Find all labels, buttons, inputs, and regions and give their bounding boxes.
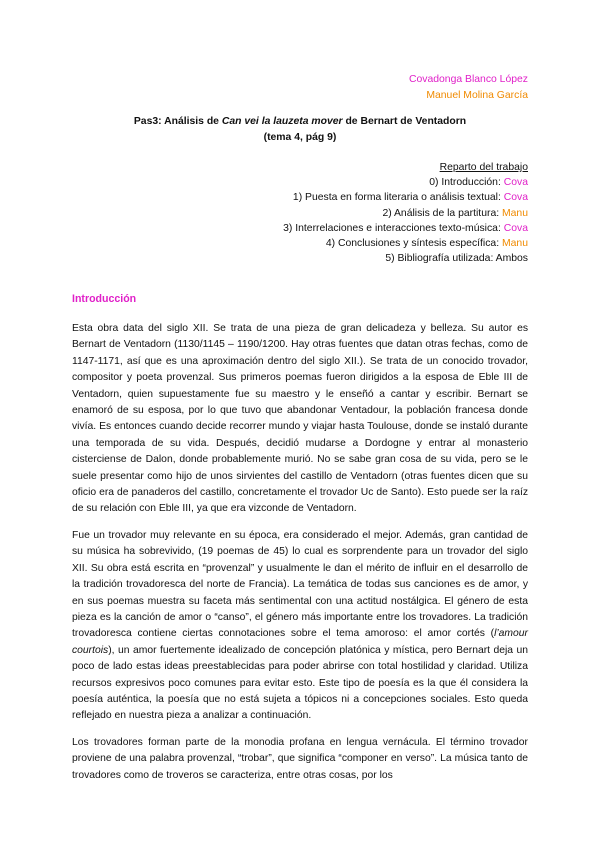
distribution-task: 4) Conclusiones y síntesis específica: xyxy=(325,238,502,250)
paragraph-2-italic-term: l’amour courtois xyxy=(72,628,528,656)
distribution-task: 3) Interrelaciones e interacciones texto-música: xyxy=(283,222,504,234)
work-distribution xyxy=(283,160,528,266)
distribution-item xyxy=(283,206,528,221)
title-line-2: (tema 4, pág 9) xyxy=(263,132,337,143)
title-work: Can vei la lauzeta mover xyxy=(221,116,343,127)
paragraph-3 xyxy=(72,735,528,784)
distribution-assignee: Cova xyxy=(503,177,528,189)
paragraph-2 xyxy=(72,528,528,725)
paragraph-2-part-b: ), un amor fuertemente idealizado de concepción platónica y mística, pero Bernart deja un poco de lado estas ideas preestablecidas para poder abrirse con total hostilidad y claridad. Utiliza recursos expresivos poco comunes para evitar esto. Este tipo de poesía es la que él considera la poesía auténtica, la poesía que no está sujeta a tópicos ni a concepciones sociales. Esto queda reflejado en nuestra pieza a analizar a continuación. xyxy=(72,644,528,722)
distribution-task: 2) Análisis de la partitura: xyxy=(382,207,502,219)
authors-block xyxy=(409,72,528,104)
title-suffix: de Bernart de Ventadorn xyxy=(342,116,467,127)
author-covadonga: Covadonga Blanco López xyxy=(408,74,528,85)
distribution-task: 5) Bibliografía utilizada: Ambos xyxy=(385,253,528,265)
paragraph-1 xyxy=(72,321,528,518)
distribution-item xyxy=(283,236,528,251)
section-heading-introduccion: Introducción xyxy=(72,293,137,305)
distribution-task: 0) Introducción: xyxy=(429,177,504,189)
distribution-item xyxy=(283,251,528,266)
distribution-task: 1) Puesta en forma literaria o análisis textual: xyxy=(292,192,504,204)
distribution-assignee: Manu xyxy=(502,238,528,250)
title-prefix: Pas3: Análisis de xyxy=(133,116,222,127)
paragraph-1-text: Esta obra data del siglo XII. Se trata de una pieza de gran delicadeza y belleza. Su autor es Bernart de Ventadorn (1130/1145 – 1190/1200. Hay otras fuentes que datan otras fechas, como de 1147-1171, así que es una aproximación dentro del siglo XII.). Se trata de un conocido trovador, compositor y poeta provenzal. Sus primeros poemas fueron dirigidos a la esposa de Eble III de Ventadorn, quien supuestamente fue su maestro y le enseñó a cantar y escribir. Bernart se enamoró de su esposa, por lo que tuvo que abandonar Ventadour, la población francesa donde vivía. Es entonces cuando decide recorrer mundo y viajar hasta Toulouse, donde se instaló durante una temporada de su vida. Después, decidió mudarse a Dordogne y entrar al monasterio cisterciense de Dalon, donde probablemente murió. No se sabe gran cosa de su vida, pero se le suele presentar como hijo de unos sirvientes del castillo de Ventadorn (otras fuentes dicen que su oficio era de panaderos del castillo, concretamente el trovador Uc de Santo). Esto puede ser la raíz de su relación con Eble III, ya que era vizconde de Ventadorn. xyxy=(72,323,528,515)
distribution-item xyxy=(283,190,528,205)
paragraph-2-part-a: Fue un trovador muy relevante en su época, era considerado el mejor. Además, gran cantidad de su música ha sobrevivido, (19 poemas de 45) lo cual es sorprendente para un trovador del siglo XII. Su obra está escrita en “provenzal” y usualmente le dan el mérito de influir en el desarrollo de la tradición trovadoresca del norte de Francia). La temática de todas sus canciones es de amor, y en sus poemas muestra su faceta más sentimental con una actitud nostálgica. El género de esta pieza es la canción de amor o “canso”, el género más importante entre los trovadores. La tradición trovadoresca contiene ciertas connotaciones sobre el tema amoroso: el amor cortés ( xyxy=(72,530,528,640)
work-distribution-heading: Reparto del trabajo xyxy=(439,162,528,173)
document-title xyxy=(72,114,528,146)
author-manuel: Manuel Molina García xyxy=(426,90,528,101)
distribution-item xyxy=(283,175,528,190)
paragraph-3-text: Los trovadores forman parte de la monodia profana en lengua vernácula. El término trovador proviene de una palabra provenzal, “trobar”, que significa “componer en verso”. La música tanto de trovadores como de troveros se caracteriza, entre otras cosas, por los xyxy=(72,737,528,781)
title-line-1 xyxy=(72,114,528,130)
distribution-item xyxy=(283,221,528,236)
distribution-assignee: Manu xyxy=(502,207,528,219)
distribution-assignee: Cova xyxy=(503,222,528,234)
paragraph-2-text xyxy=(72,528,528,725)
distribution-assignee: Cova xyxy=(503,192,528,204)
